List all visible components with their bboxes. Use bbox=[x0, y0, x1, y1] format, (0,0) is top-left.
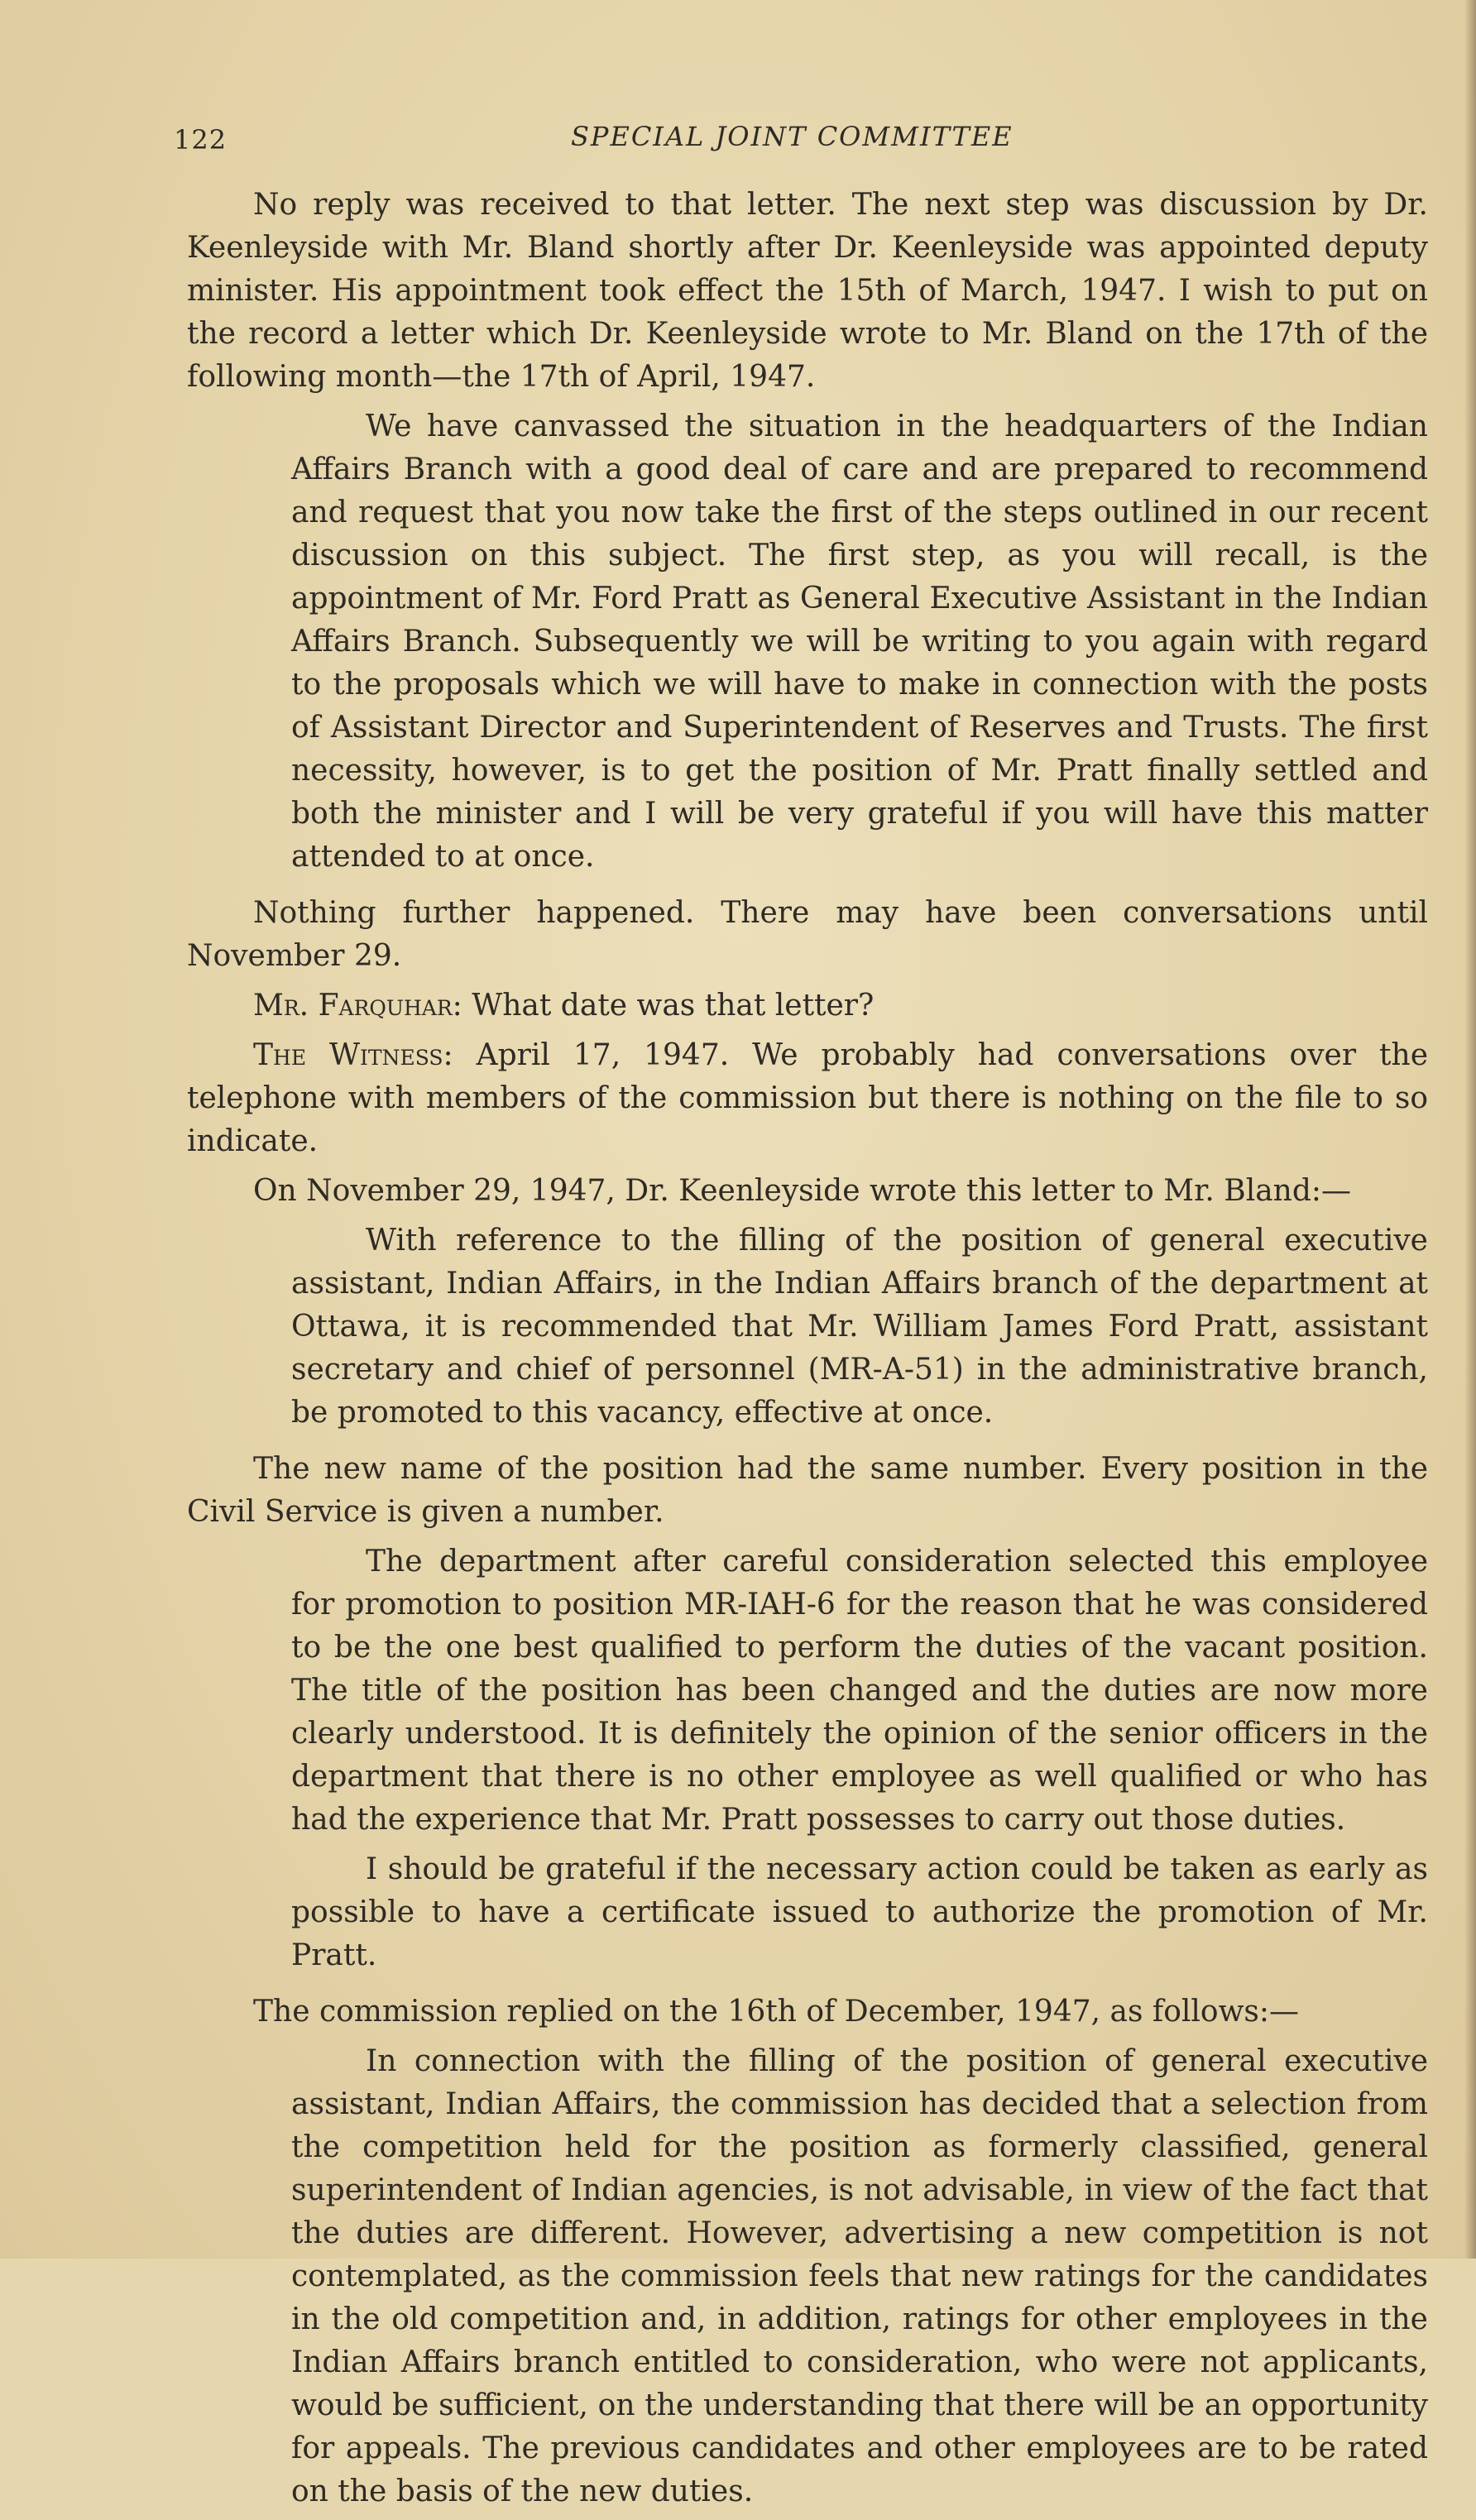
quoted-commission-reply: In connection with the filling of the position of general executive assistant, Indian Affairs, the commission has decided that a selection from the competition held for the position as formerly classified, general superintendent of Indian agencies, is not advisable, in view of the fact that the duties are different. However, advertising a new competition is not contemplated, as the commission feels that new ratings for the candidates in the old competition and, in addition, ratings for other employees in the Indian Affairs branch entitled to consideration, who were not applicants, would be sufficient, on the understanding that there will be an opportunity for appeals. The previous candidates and other employees are to be rated on the basis of the new duties. bbox=[291, 2044, 1428, 2508]
paragraph-2: Nothing further happened. There may have been conversations until November 29. bbox=[187, 896, 1428, 973]
page-header bbox=[174, 116, 1398, 165]
paragraph-4 bbox=[187, 1034, 1428, 1163]
speaker-farquhar-text: : What date was that letter? bbox=[452, 989, 875, 1023]
speaker-farquhar: Mr. Farquhar bbox=[253, 989, 453, 1023]
quoted-letter-november: With reference to the filling of the position of general executive assistant, Indian Affairs, in the Indian Affairs branch of the department at Ottawa, it is recommended that Mr. William James Ford Pratt, assistant secretary and chief of personnel (MR-A-51) in the administrative branch, be promoted to this vacancy, effective at once. bbox=[291, 1224, 1428, 1430]
running-head: SPECIAL JOINT COMMITTEE bbox=[571, 121, 1014, 152]
paragraph-5: On November 29, 1947, Dr. Keenleyside wrote this letter to Mr. Bland:— bbox=[253, 1174, 1352, 1208]
page-body bbox=[187, 184, 1428, 2520]
page-number: 122 bbox=[174, 124, 228, 156]
paragraph-7: The commission replied on the 16th of December, 1947, as follows:— bbox=[253, 1995, 1300, 2029]
speaker-witness: The Witness bbox=[253, 1038, 443, 1072]
quoted-letter-november-closing: I should be grateful if the necessary action could be taken as early as possible to have a certificate issued to authorize the promotion of Mr. Pratt. bbox=[291, 1852, 1428, 1972]
page-edge-shadow bbox=[1464, 0, 1476, 2259]
speaker-witness-text: : April 17, 1947. We probably had conversations over the telephone with members of the commission but there is nothing on the file to so indicate. bbox=[187, 1038, 1428, 1158]
quoted-letter-april: We have canvassed the situation in the headquarters of the Indian Affairs Branch with a good deal of care and are prepared to recommend and request that you now take the first of the steps outlined in our recent discussion on this subject. The first step, as you will recall, is the appointment of Mr. Ford Pratt as General Executive Assistant in the Indian Affairs Branch. Subsequently we will be writing to you again with regard to the proposals which we will have to make in connection with the posts of Assistant Director and Superintendent of Reserves and Trusts. The first necessity, however, is to get the position of Mr. Pratt finally settled and both the minister and I will be very grateful if you will have this matter attended to at once. bbox=[291, 410, 1428, 874]
paragraph-1: No reply was received to that letter. The next step was discussion by Dr. Keenleyside with Mr. Bland shortly after Dr. Keenleyside was appointed deputy minister. His appointment took effect the 15th of March, 1947. I wish to put on the record a letter which Dr. Keenleyside wrote to Mr. Bland on the 17th of the following month—the 17th of April, 1947. bbox=[187, 188, 1428, 394]
quoted-letter-november-cont: The department after careful consideration selected this employee for promotion to position MR-IAH-6 for the reason that he was considered to be the one best qualified to perform the duties of the vacant position. The title of the position has been changed and the duties are now more clearly understood. It is definitely the opinion of the senior officers in the department that there is no other employee as well qualified or who has had the experience that Mr. Pratt possesses to carry out those duties. bbox=[291, 1545, 1428, 1837]
paragraph-6: The new name of the position had the same number. Every position in the Civil Service is given a number. bbox=[187, 1452, 1428, 1529]
paragraph-3 bbox=[187, 985, 1428, 1028]
